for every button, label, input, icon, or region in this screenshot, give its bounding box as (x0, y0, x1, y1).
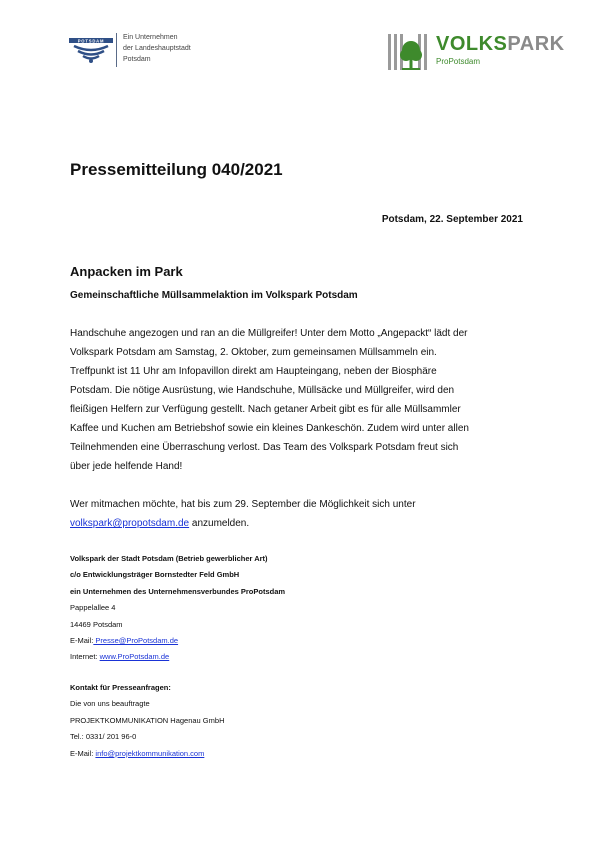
potsdam-logo-line-2: der Landeshauptstadt (123, 45, 191, 52)
volkspark-wordmark-part-2: PARK (507, 33, 565, 55)
contact-email-link[interactable]: info@projektkommunikation.com (95, 748, 205, 758)
org-internet-label: Internet: (70, 652, 100, 662)
volkspark-logo (386, 33, 566, 73)
org-care-of: c/o Entwicklungsträger Bornstedter Feld GmbH (70, 570, 240, 580)
volkspark-wordmark (436, 33, 565, 56)
body-line: Wer mitmachen möchte, hat bis zum 29. September die Möglichkeit sich unter (70, 499, 416, 510)
potsdam-logo (68, 30, 208, 70)
org-internet-row (70, 649, 530, 665)
contact-phone: Tel.: 0331/ 201 96-0 (70, 732, 137, 742)
org-email-link[interactable]: Presse@ProPotsdam.de (93, 636, 179, 646)
body-line: Volkspark Potsdam am Samstag, 2. Oktober, zum gemeinsamen Müllsammeln ein. (70, 347, 437, 358)
volkspark-wordmark-part-1: VOLKS (436, 33, 508, 55)
org-street: Pappelallee 4 (70, 603, 116, 613)
subheadline: Gemeinschaftliche Müllsammelaktion im Volkspark Potsdam (70, 290, 358, 301)
org-internet-link[interactable]: www.ProPotsdam.de (99, 652, 170, 662)
body-paragraph-1 (70, 324, 530, 476)
contact-line-1: Die von uns beauftragte (70, 699, 150, 709)
body-line: über jede helfende Hand! (70, 461, 183, 472)
potsdam-logo-line-1: Ein Unternehmen (123, 34, 178, 41)
body-line: Kaffee und Kuchen am Betriebshof sowie ein kleines Dankeschön. Zudem wird unter allen (70, 423, 469, 434)
potsdam-logo-text (123, 32, 191, 65)
organization-info (70, 551, 530, 666)
org-email-row (70, 633, 530, 649)
headline: Anpacken im Park (70, 264, 183, 279)
potsdam-seal-icon (68, 30, 114, 66)
body-paragraph-2 (70, 495, 530, 533)
date-line: Potsdam, 22. September 2021 (381, 214, 523, 225)
contact-agency: PROJEKTKOMMUNIKATION Hagenau GmbH (70, 715, 225, 725)
body-line: fleißigen Helfern zur Verfügung gestellt. Nach getaner Arbeit gibt es für alle Müllsammler (70, 404, 461, 415)
contact-heading: Kontakt für Presseanfragen: (70, 683, 171, 692)
press-contact-info (70, 680, 530, 762)
volkspark-subtitle: ProPotsdam (436, 57, 481, 66)
potsdam-logo-line-3: Potsdam (123, 56, 151, 63)
body-line (70, 514, 530, 533)
org-name: Volkspark der Stadt Potsdam (Betrieb gewerblicher Art) (70, 554, 268, 563)
body-line: Handschuhe angezogen und ran an die Müllgreifer! Unter dem Motto „Angepackt“ lädt der (70, 328, 468, 339)
contact-email-label: E-Mail: (70, 748, 96, 758)
signup-suffix: anzumelden. (189, 518, 250, 529)
body-line: Teilnehmenden eine Überraschung verlost. Das Team des Volkspark Potsdam freut sich (70, 442, 459, 453)
org-group: ein Unternehmen des Unternehmensverbundes ProPotsdam (70, 586, 286, 596)
signup-email-link[interactable]: volkspark@propotsdam.de (70, 518, 190, 529)
volkspark-tree-gate-icon (386, 33, 430, 71)
press-release-title: Pressemitteilung 040/2021 (70, 160, 283, 179)
body-line: Potsdam. Die nötige Ausrüstung, wie Handschuhe, Müllsäcke und Müllgreifer, wird den (70, 385, 455, 396)
body-line: Treffpunkt ist 11 Uhr am Infopavillon direkt am Haupteingang, neben der Biosphäre (70, 366, 437, 377)
potsdam-logo-divider (116, 33, 117, 67)
org-email-label: E-Mail: (70, 636, 94, 646)
potsdam-seal-text: POTSDAM (77, 38, 105, 44)
org-city: 14469 Potsdam (70, 619, 123, 629)
contact-email-row (70, 746, 530, 762)
